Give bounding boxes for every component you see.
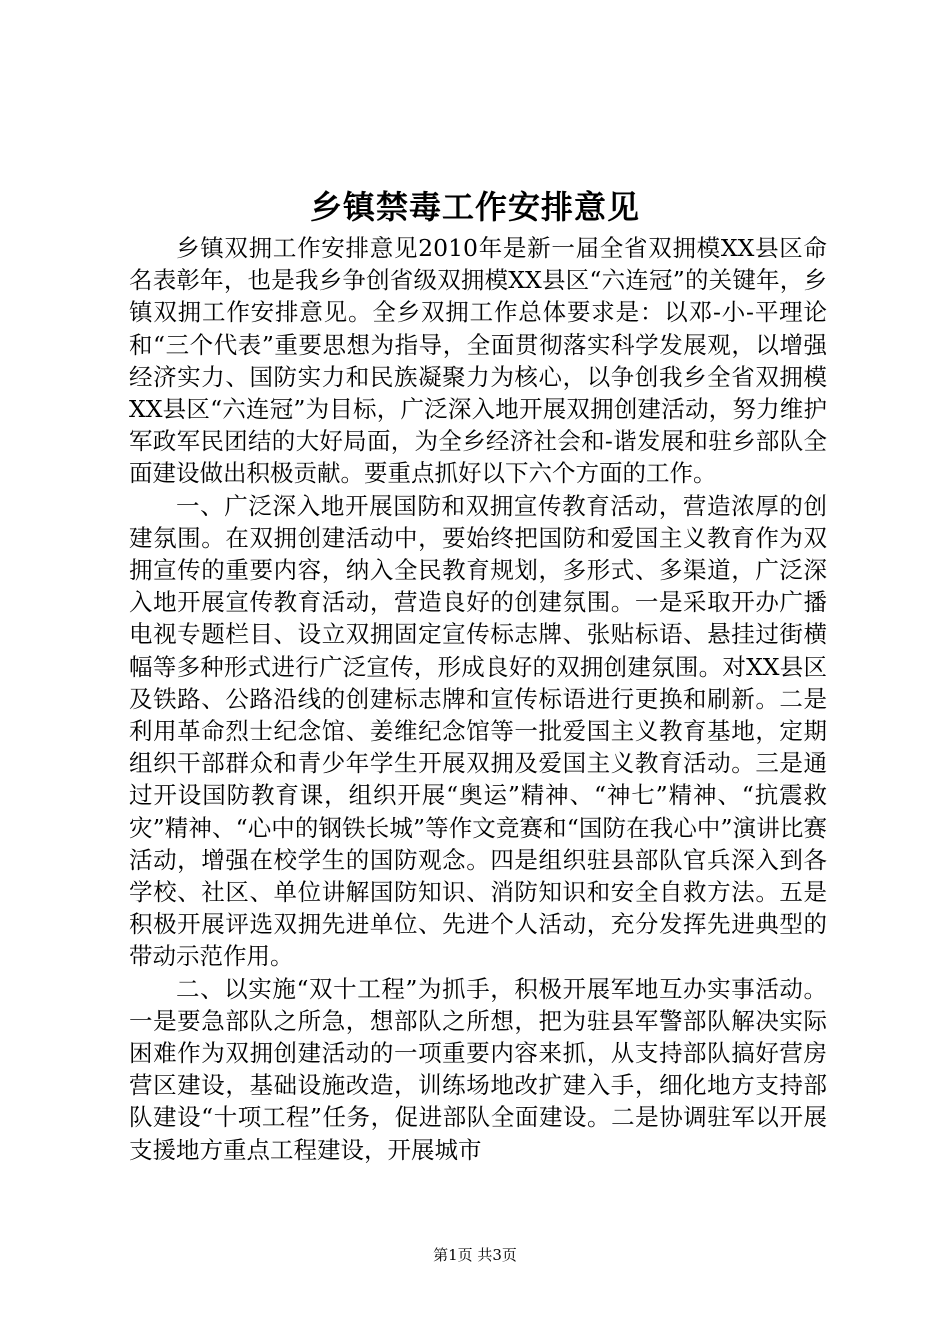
paragraph-section-two: 二、以实施“双十工程”为抓手，积极开展军地互办实事活动。一是要急部队之所急，想部队之所想，把为驻县军警部队解决实际困难作为双拥创建活动的一项重要内容来抓，从支持部队搞好营房营区建设，基础设施改造，训练场地改扩建入手，细化地方支持部队建设“十项工程”任务，促进部队全面建设。二是协调驻军以开展支援地方重点工程建设，开展城市 bbox=[129, 974, 827, 1164]
paragraph-section-one: 一、广泛深入地开展国防和双拥宣传教育活动，营造浓厚的创建氛围。在双拥创建活动中，要始终把国防和爱国主义教育作为双拥宣传的重要内容，纳入全民教育规划，多形式、多渠道，广泛深入地开展宣传教育活动，营造良好的创建氛围。一是采取开办广播电视专题栏目、设立双拥固定宣传标志牌、张贴标语、悬挂过街横幅等多种形式进行广泛宣传，形成良好的双拥创建氛围。对XX县区及铁路、公路沿线的创建标志牌和宣传标语进行更换和刷新。二是利用革命烈士纪念馆、姜维纪念馆等一批爱国主义教育基地，定期组织干部群众和青少年学生开展双拥及爱国主义教育活动。三是通过开设国防教育课，组织开展“奥运”精神、“神七”精神、“抗震救灾”精神、“心中的钢铁长城”等作文竞赛和“国防在我心中”演讲比赛活动，增强在校学生的国防观念。四是组织驻县部队官兵深入到各学校、社区、单位讲解国防知识、消防知识和安全自救方法。五是积极开展评选双拥先进单位、先进个人活动，充分发挥先进典型的带动示范作用。 bbox=[129, 491, 827, 971]
document-body bbox=[129, 232, 827, 1166]
document-title: 乡镇禁毒工作安排意见 bbox=[309, 188, 640, 226]
paragraph-intro: 乡镇双拥工作安排意见2010年是新一届全省双拥模XX县区命名表彰年，也是我乡争创省级双拥模XX县区“六连冠”的关键年，乡镇双拥工作安排意见。全乡双拥工作总体要求是：以邓-小-平理论和“三个代表”重要思想为指导，全面贯彻落实科学发展观，以增强经济实力、国防实力和民族凝聚力为核心，以争创我乡全省双拥模XX县区“六连冠”为目标，广泛深入地开展双拥创建活动，努力维护军政军民团结的大好局面，为全乡经济社会和-谐发展和驻乡部队全面建设做出积极贡献。要重点抓好以下六个方面的工作。 bbox=[129, 234, 827, 488]
page-footer: 第1页 共3页 bbox=[433, 1246, 517, 1264]
